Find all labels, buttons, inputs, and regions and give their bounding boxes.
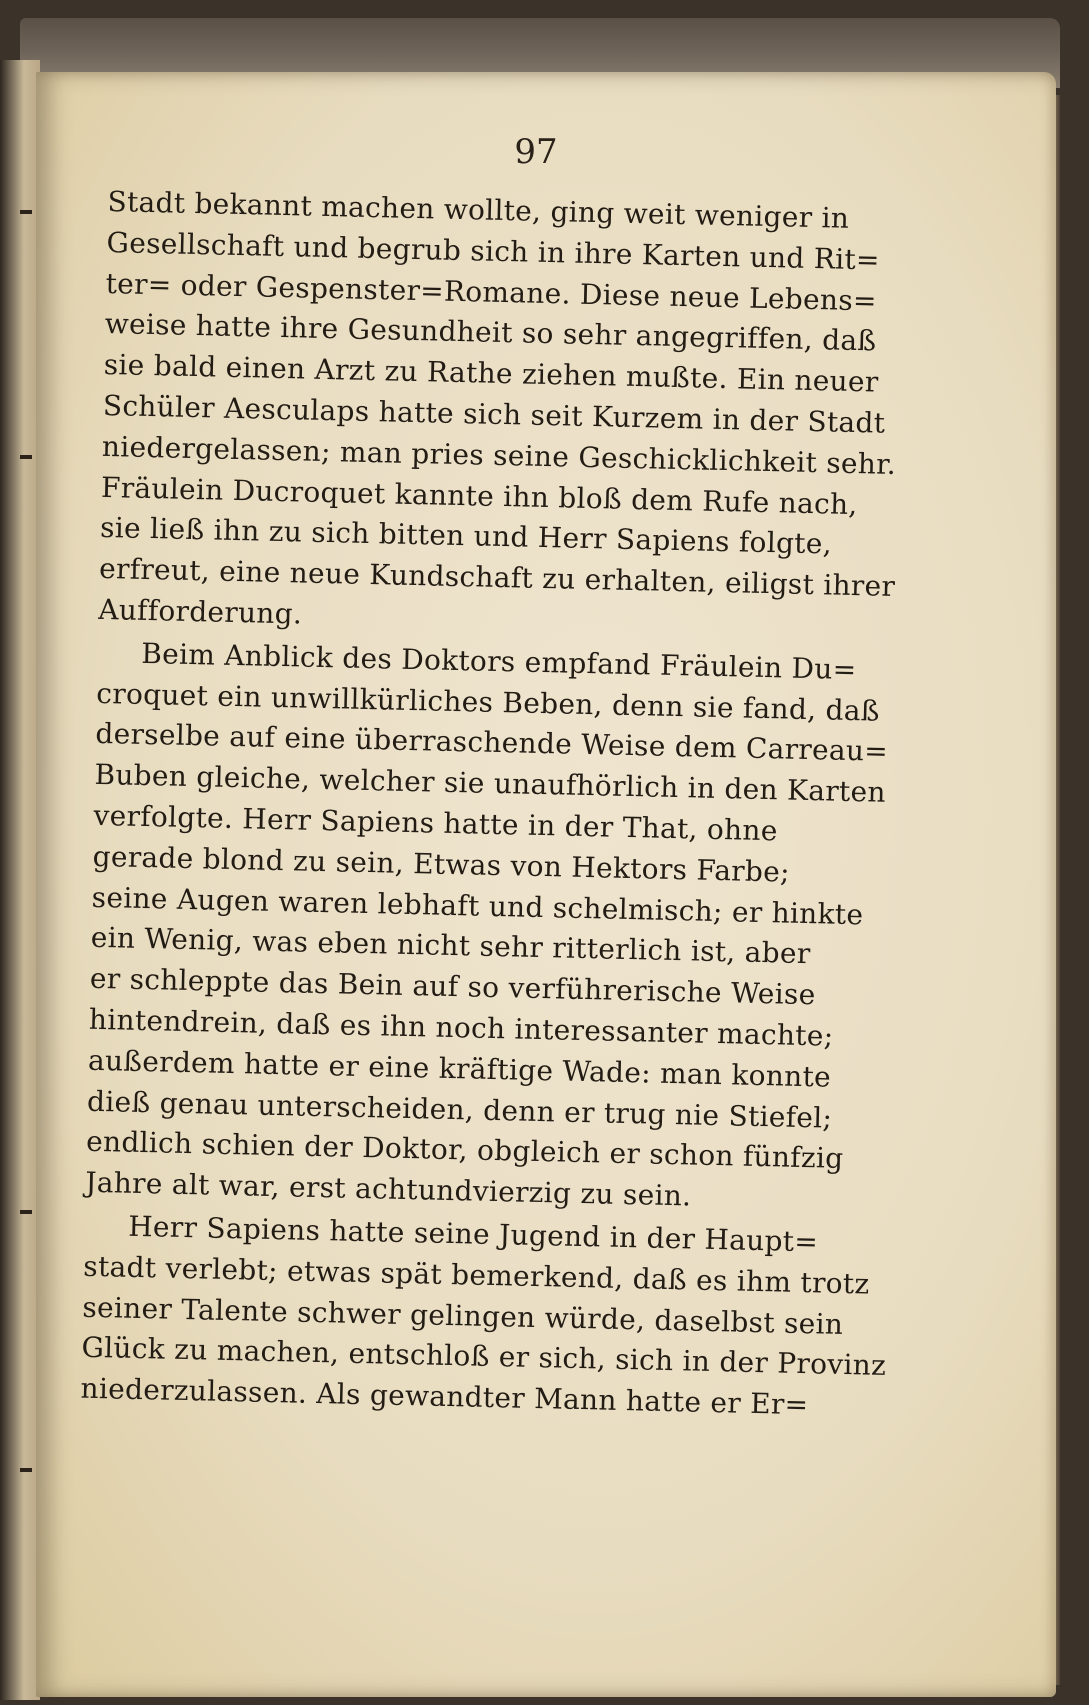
book-page [36, 72, 1056, 1697]
text-line: Gesellschaft und begrub sich in ihre Karten und Rit= [106, 225, 881, 277]
text-line: Jahre alt war, erst achtundvierzig zu sein. [84, 1165, 692, 1213]
margin-mark [20, 1468, 32, 1472]
facing-page-edge [0, 60, 40, 1700]
text-line: Fräulein Ducroquet kannte ihn bloß dem Rufe nach, [100, 470, 858, 521]
text-line: Beim Anblick des Doktors empfand Fräulein Du= [140, 636, 857, 686]
margin-mark [20, 210, 32, 214]
text-line: stadt verlebt; etwas spät bemerkend, daß es ihm trotz [83, 1249, 870, 1301]
text-line: Buben gleiche, welcher sie unaufhörlich in den Karten [94, 758, 887, 809]
text-line: niederzulassen. Als gewandter Mann hatte er Er= [80, 1371, 809, 1422]
text-line: Aufforderung. [97, 592, 303, 631]
text-line: sie bald einen Arzt zu Rathe ziehen mußte. Ein neuer [103, 348, 879, 399]
text-line: gerade blond zu sein, Etwas von Hektors Farbe; [92, 839, 791, 889]
text-line: niedergelassen; man pries seine Geschicklichkeit sehr. [101, 429, 897, 481]
text-line: ein Wenig, was eben nicht sehr ritterlich ist, aber [90, 921, 811, 971]
text-line: ter= oder Gespenster=Romane. Diese neue Lebens= [105, 266, 878, 318]
text-line: dieß genau unterscheiden, denn er trug nie Stiefel; [86, 1084, 833, 1135]
text-line: Herr Sapiens hatte seine Jugend in der Haupt= [127, 1209, 819, 1259]
text-line: hintendrein, daß es ihn noch interessanter machte; [88, 1002, 834, 1053]
text-line: sie ließ ihn zu sich bitten und Herr Sapiens folgte, [99, 511, 833, 561]
text-line: er schleppte das Bein auf so verführerische Weise [89, 961, 816, 1012]
body-text [80, 182, 938, 1428]
text-line: seine Augen waren lebhaft und schelmisch; er hinkte [91, 880, 864, 931]
page-number: 97 [514, 132, 558, 172]
text-line: Glück zu machen, entschloß er sich, sich in der Provinz [81, 1331, 887, 1383]
text-line: verfolgte. Herr Sapiens hatte in der That, ohne [93, 798, 779, 848]
text-line: erfreut, eine neue Kundschaft zu erhalten, eiligst ihrer [98, 552, 896, 604]
text-line: endlich schien der Doktor, obgleich er schon fünfzig [85, 1125, 844, 1176]
text-line: weise hatte ihre Gesundheit so sehr angegriffen, daß [104, 307, 877, 358]
margin-mark [20, 1210, 32, 1214]
text-line: Stadt bekannt machen wollte, ging weit weniger in [107, 184, 850, 235]
text-line: derselbe auf eine überraschende Weise dem Carreau= [95, 717, 889, 769]
text-line: außerdem hatte er eine kräftige Wade: man konnte [87, 1043, 832, 1094]
text-line: Schüler Aesculaps hatte sich seit Kurzem in der Stadt [102, 388, 886, 440]
text-line: croquet ein unwillkürliches Beben, denn sie fand, daß [96, 676, 881, 728]
text-line: seiner Talente schwer gelingen würde, daselbst sein [82, 1290, 844, 1341]
margin-mark [20, 455, 32, 459]
